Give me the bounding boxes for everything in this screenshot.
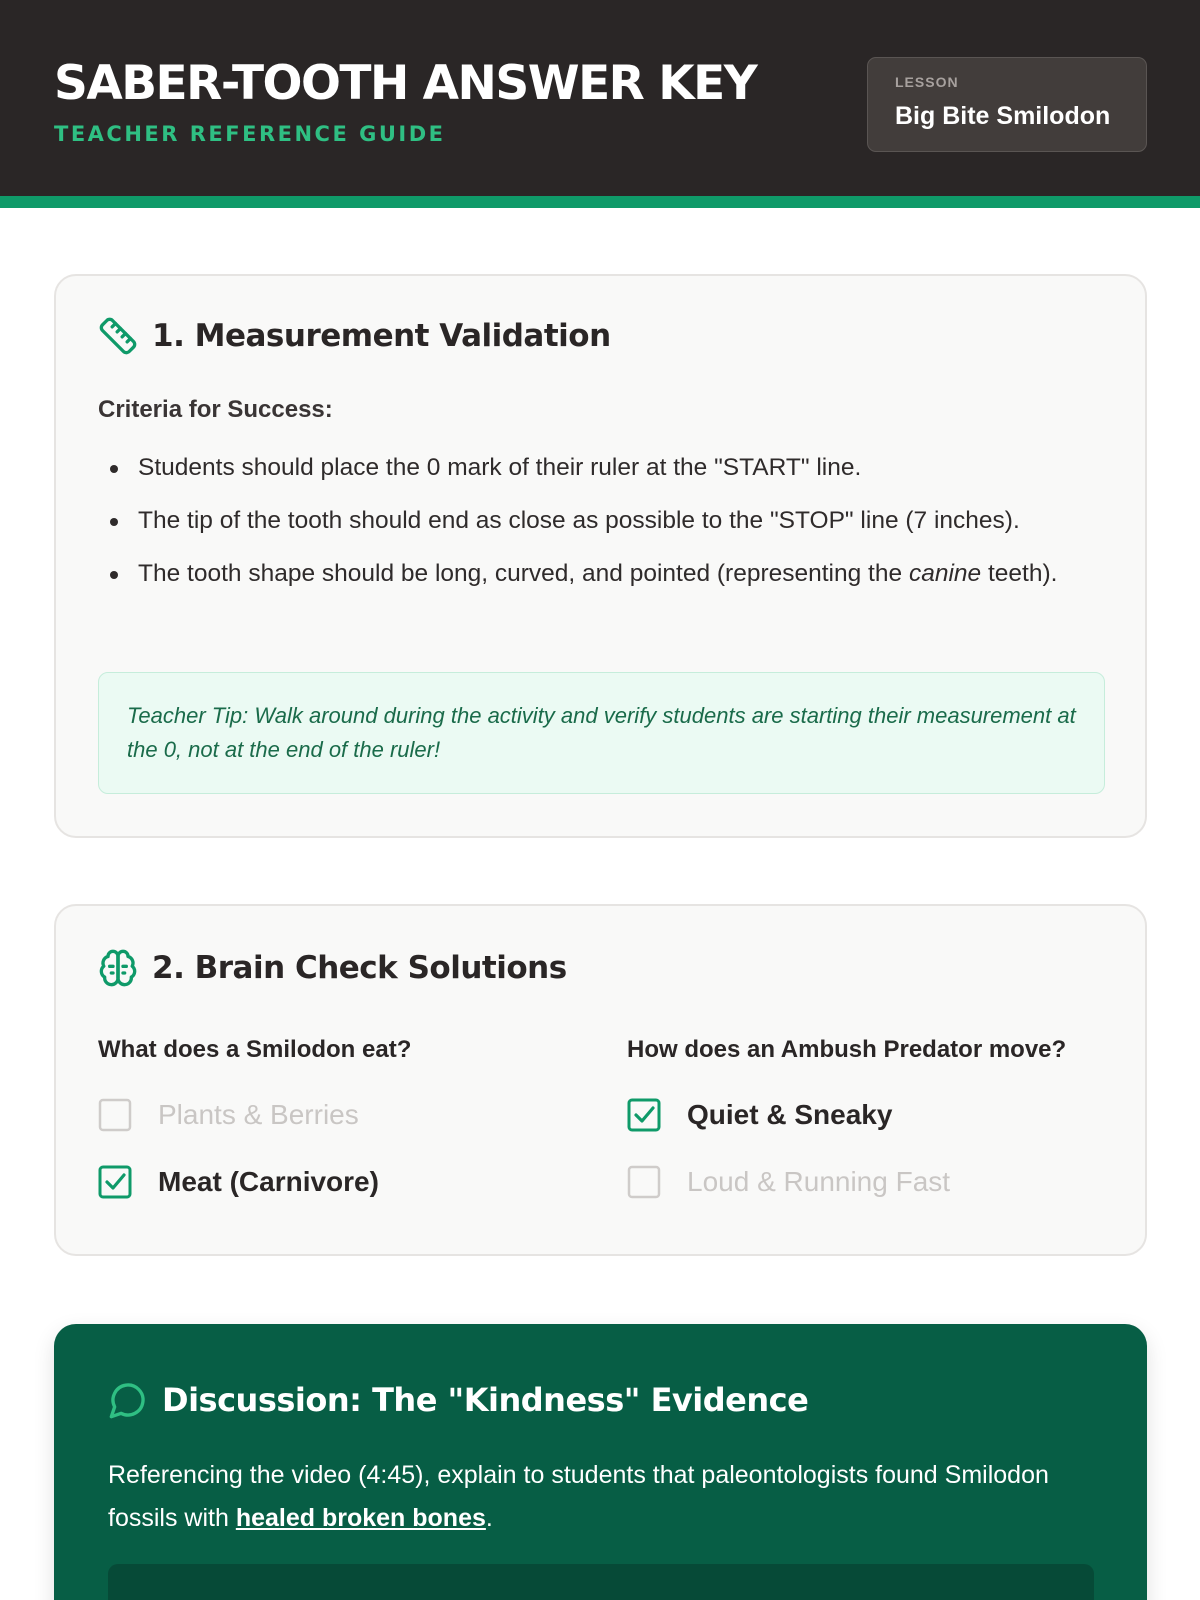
chat-bubble-icon	[108, 1380, 148, 1420]
option-label: Meat (Carnivore)	[158, 1166, 379, 1197]
option-label: Plants & Berries	[158, 1099, 359, 1130]
question-2	[627, 1036, 1127, 1199]
discussion-card	[54, 1324, 1147, 1600]
page-header	[0, 0, 1200, 208]
lesson-label: LESSON	[895, 74, 959, 90]
page-subtitle: TEACHER REFERENCE GUIDE	[54, 122, 446, 146]
question-1-text: What does a Smilodon eat?	[98, 1036, 412, 1063]
checkbox-checked-icon[interactable]	[627, 1098, 661, 1132]
lesson-value: Big Bite Smilodon	[895, 102, 1111, 130]
measurement-header	[98, 316, 611, 356]
criteria-list	[98, 448, 1108, 607]
checkbox-checked-icon[interactable]	[98, 1165, 132, 1199]
discussion-header	[108, 1380, 808, 1420]
list-item: The tip of the tooth should end as close as possible to the "STOP" line (7 inches).	[98, 501, 1108, 541]
option-label: Quiet & Sneaky	[687, 1099, 893, 1130]
list-item: Students should place the 0 mark of their ruler at the "START" line.	[98, 448, 1108, 488]
page-title: SABER-TOOTH ANSWER KEY	[54, 56, 757, 111]
emphasis-text: canine	[908, 560, 982, 587]
question-1	[98, 1036, 598, 1199]
highlight-link: healed broken bones	[235, 1504, 486, 1532]
list-item: The tooth shape should be long, curved, and pointed (representing the canine teeth).	[98, 554, 1108, 594]
option-loud[interactable]	[627, 1165, 1127, 1199]
option-label: Loud & Running Fast	[687, 1166, 951, 1197]
brain-check-header	[98, 948, 567, 988]
measurement-heading: 1. Measurement Validation	[152, 318, 611, 354]
criteria-label: Criteria for Success:	[98, 396, 333, 423]
measurement-card	[54, 274, 1147, 838]
option-plants[interactable]	[98, 1098, 598, 1132]
discussion-inner-box	[108, 1564, 1094, 1600]
teacher-tip: Teacher Tip: Walk around during the activity and verify students are starting their measurement at the 0, not at the end of the ruler!	[98, 672, 1105, 794]
option-meat[interactable]	[98, 1165, 598, 1199]
lesson-badge	[867, 57, 1147, 152]
ruler-icon	[98, 316, 138, 356]
brain-icon	[98, 948, 138, 988]
brain-check-heading: 2. Brain Check Solutions	[152, 950, 567, 986]
question-2-text: How does an Ambush Predator move?	[627, 1036, 1067, 1063]
discussion-heading: Discussion: The "Kindness" Evidence	[162, 1381, 809, 1419]
checkbox-unchecked-icon[interactable]	[98, 1098, 132, 1132]
discussion-body: Referencing the video (4:45), explain to students that paleontologists found Smilodon fossils with healed broken bones.	[108, 1461, 1049, 1532]
brain-check-card	[54, 904, 1147, 1256]
option-quiet[interactable]	[627, 1098, 1127, 1132]
checkbox-unchecked-icon[interactable]	[627, 1165, 661, 1199]
